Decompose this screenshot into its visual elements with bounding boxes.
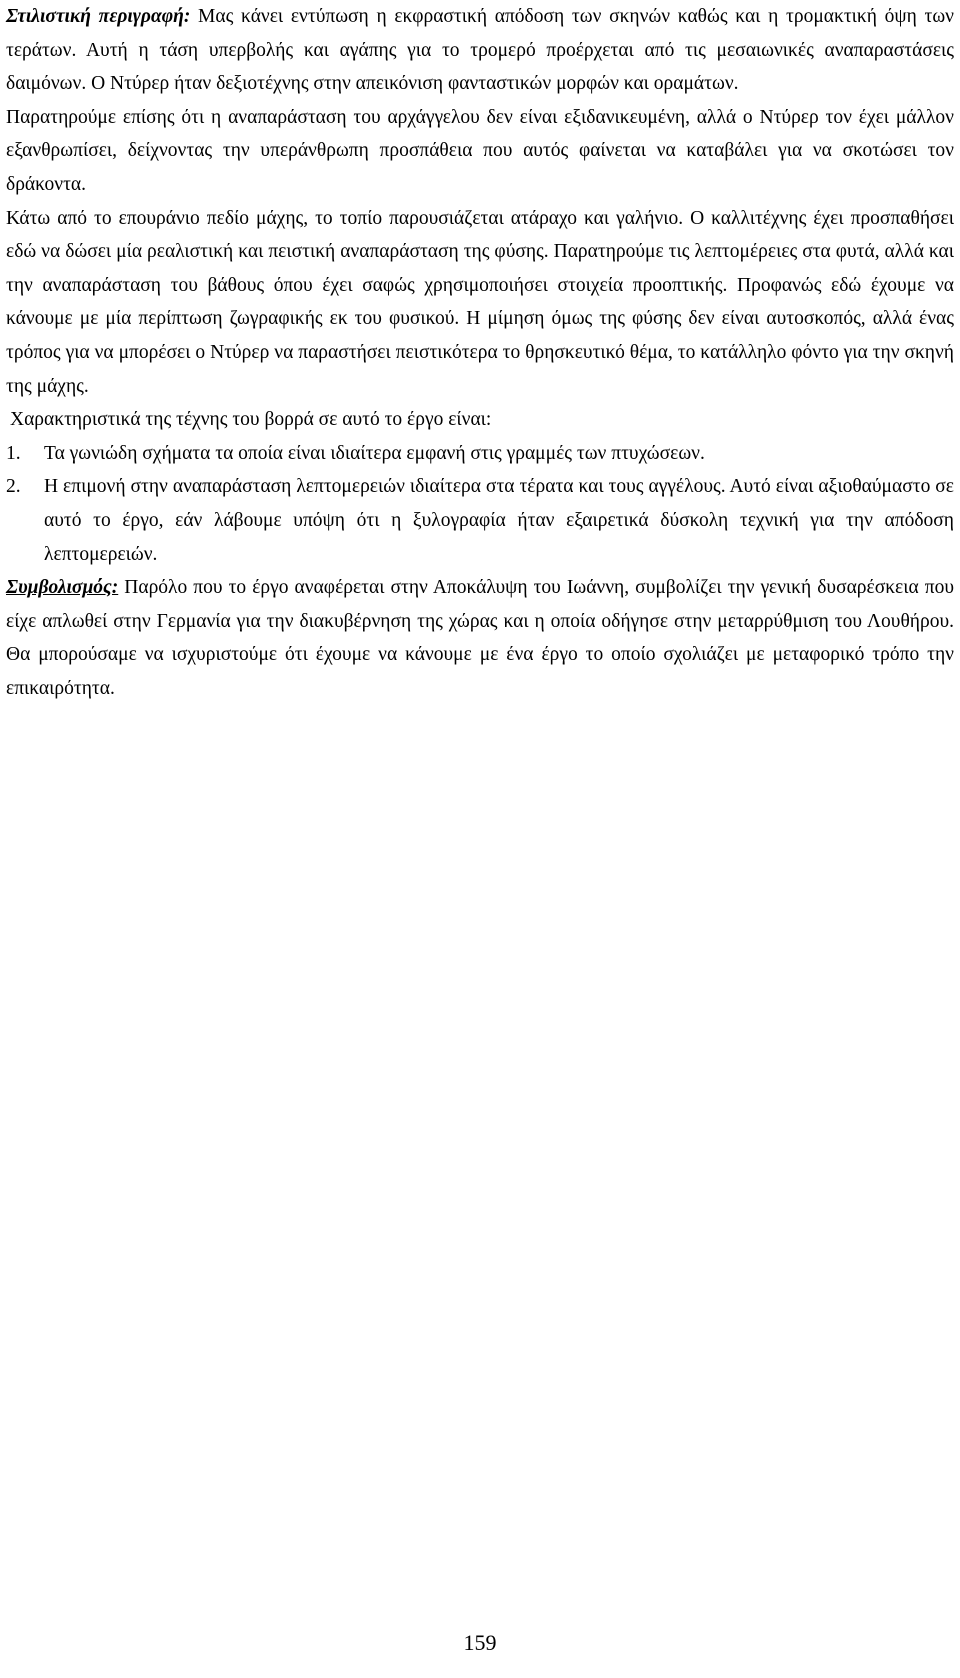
list-item-number: 2.	[6, 476, 21, 498]
characteristics-heading: Χαρακτηριστικά της τέχνης του βορρά σε αυτό το έργο είναι:	[10, 409, 492, 431]
list-item	[6, 470, 954, 571]
stylistic-description-paragraph	[6, 0, 954, 101]
landscape-paragraph: Κάτω από το επουράνιο πεδίο μάχης, το τοπίο παρουσιάζεται ατάραχο και γαλήνιο. Ο καλλιτέχνης έχει προσπαθήσει εδώ να δώσει μία ρεαλιστική και πειστική αναπαράσταση της φύσης. Παρατηρούμε τις λεπτομέρειες στα φυτά, αλλά και την αναπαράσταση του βάθους όπου έχει σαφώς χρησιμοποιήσει στοιχεία προοπτικής. Προφανώς εδώ έχουμε να κάνουμε με μία περίπτωση ζωγραφικής εκ του φυσικού. Η μίμηση όμως της φύσης δεν είναι αυτοσκοπός, αλλά ένας τρόπος για να μπορέσει ο Ντύρερ να παραστήσει πειστικότερα το θρησκευτικό θέμα, το κατάλληλο φόντο για την σκηνή της μάχης.	[6, 207, 954, 397]
list-item-text: Τα γωνιώδη σχήματα τα οποία είναι ιδιαίτερα εμφανή στις γραμμές των πτυχώσεων.	[44, 442, 705, 464]
page-number: 159	[463, 1630, 497, 1655]
symbolism-text: Παρόλο που το έργο αναφέρεται στην Αποκάλυψη του Ιωάννη, συμβολίζει την γενική δυσαρέσκεια που είχε απλωθεί στην Γερμανία για την διακυβέρνηση της χώρας και η οποία οδήγησε στην μεταρρύθμιση του Λουθήρου. Θα μπορούσαμε να ισχυριστούμε ότι έχουμε να κάνουμε με ένα έργο το οποίο σχολιάζει με μεταφορικό τρόπο την επικαιρότητα.	[6, 577, 954, 699]
symbolism-label: Συμβολισμός:	[6, 577, 119, 599]
list-item-text: Η επιμονή στην αναπαράσταση λεπτομερειών ιδιαίτερα στα τέρατα και τους αγγέλους. Αυτό είναι αξιοθαύμαστο σε αυτό το έργο, εάν λάβουμε υπόψη ότι η ξυλογραφία ήταν εξαιρετικά δύσκολη τεχνική για την απόδοση λεπτομερειών.	[44, 476, 954, 565]
list-item-number: 1.	[6, 442, 21, 464]
list-item	[6, 437, 954, 471]
symbolism-paragraph	[6, 571, 954, 705]
stylistic-description-label: Στιλιστική περιγραφή:	[6, 6, 191, 27]
document-page	[6, 0, 954, 705]
stylistic-description-text: Μας κάνει εντύπωση η εκφραστική απόδοση των σκηνών καθώς και η τρομακτική όψη των τεράτων. Αυτή η τάση υπερβολής και αγάπης για το τρομερό προέρχεται από τις μεσαιωνικές αναπαραστάσεις δαιμόνων. Ο Ντύρερ ήταν δεξιοτέχνης στην απεικόνιση φανταστικών μορφών και οραμάτων.	[6, 6, 954, 95]
archangel-paragraph: Παρατηρούμε επίσης ότι η αναπαράσταση του αρχάγγελου δεν είναι εξιδανικευμένη, αλλά ο Ντύρερ τον έχει μάλλον εξανθρωπίσει, δείχνοντας την υπεράνθρωπη προσπάθεια που αυτός φαίνεται να καταβάλει για να σκοτώσει τον δράκοντα.	[6, 106, 954, 195]
